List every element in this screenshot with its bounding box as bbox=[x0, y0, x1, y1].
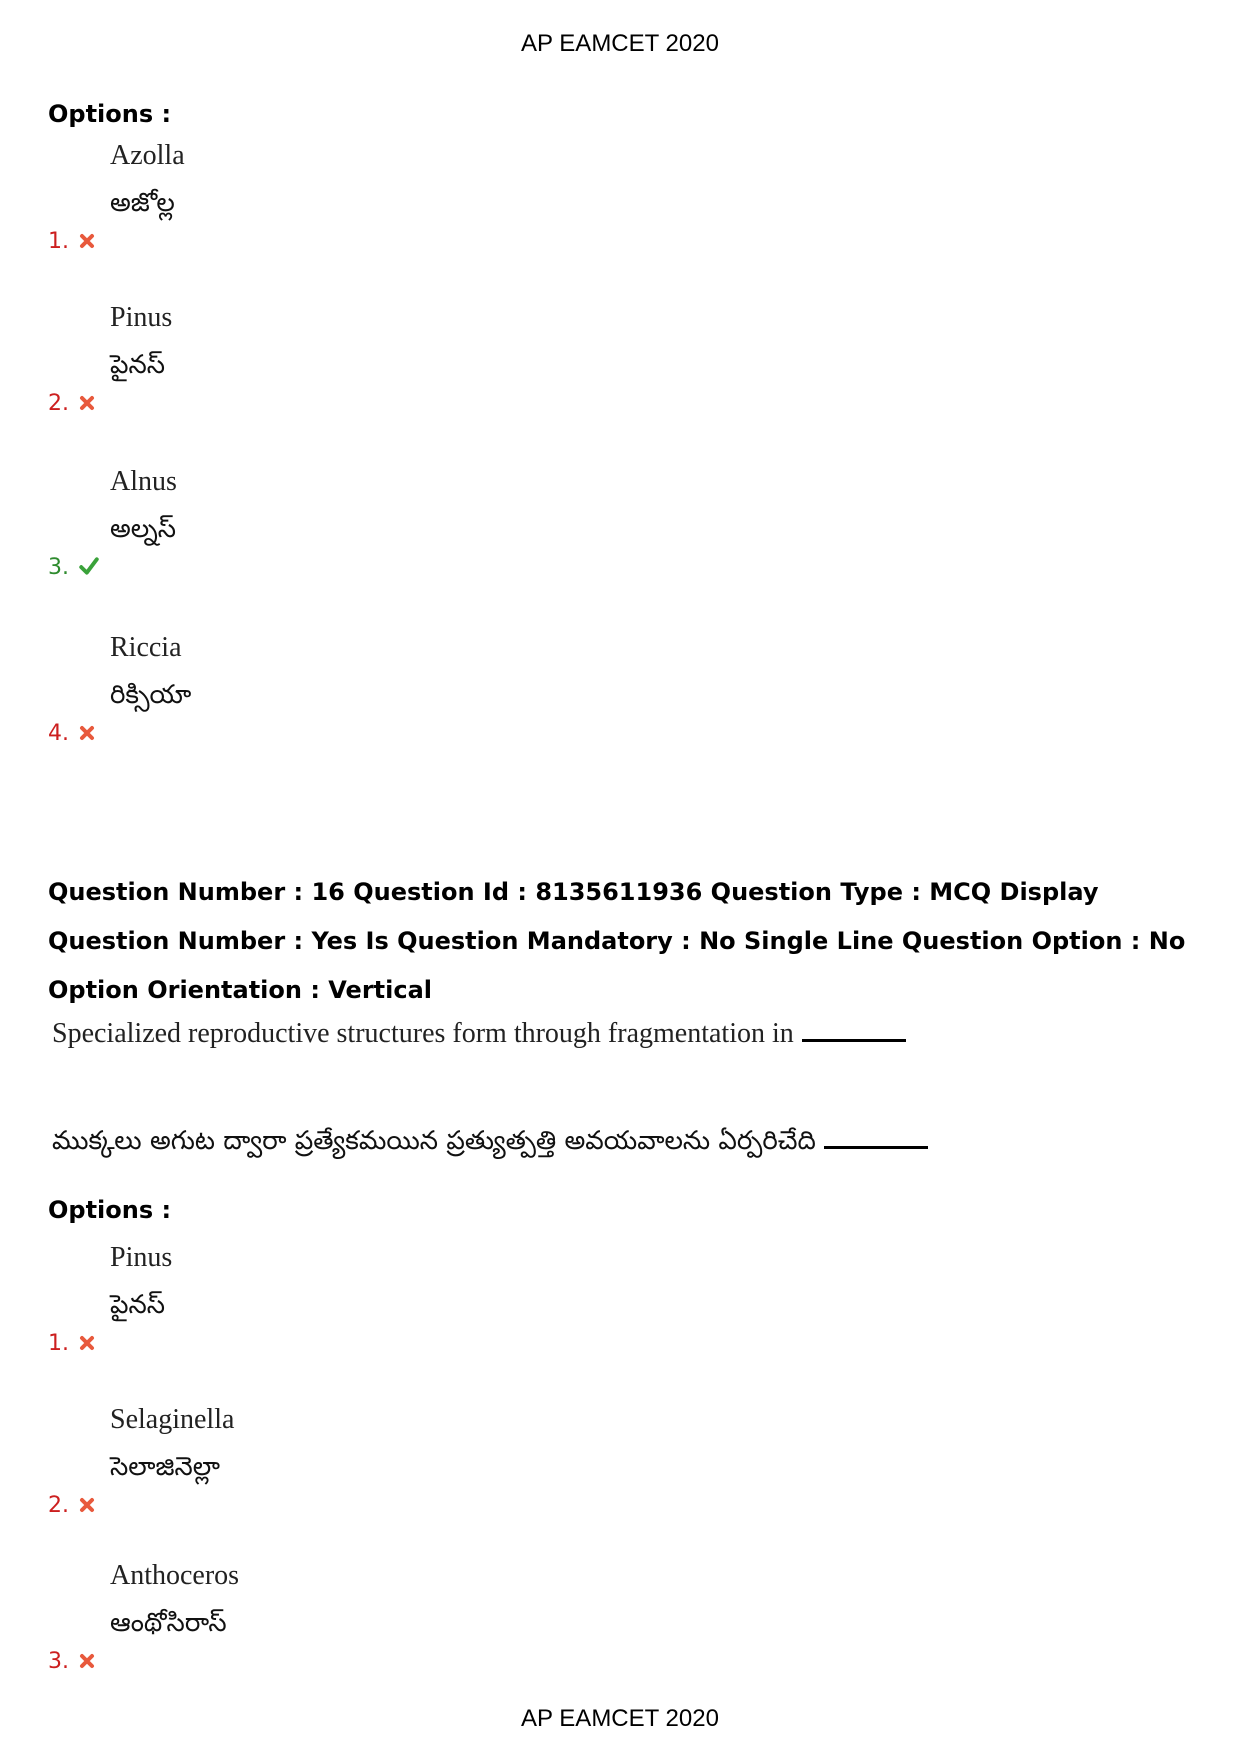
options-label: Options : bbox=[48, 1196, 172, 1224]
question-english: Specialized reproductive structures form through fragmentation in bbox=[52, 1018, 794, 1049]
cross-icon bbox=[78, 1496, 96, 1514]
answer-blank bbox=[824, 1146, 928, 1149]
question-meta: Question Number : 16 Question Id : 8135611936 Question Type : MCQ Display Question Number : Yes Is Question Mandatory : No Single Line Question Option : No Option Orientation : Vertical bbox=[48, 878, 1186, 1004]
cross-icon bbox=[78, 232, 96, 250]
option-telugu: ఆంథోసిరాస్ bbox=[110, 1608, 227, 1638]
option-english: Selaginella bbox=[110, 1404, 235, 1435]
question-text-english bbox=[52, 1018, 906, 1050]
option-item bbox=[48, 1242, 648, 1362]
option-number: 3. bbox=[48, 1649, 69, 1674]
option-english: Riccia bbox=[110, 632, 182, 663]
option-english: Pinus bbox=[110, 302, 173, 333]
option-number: 3. bbox=[48, 555, 69, 580]
option-item bbox=[48, 1560, 648, 1680]
option-number: 2. bbox=[48, 1493, 69, 1518]
option-number: 4. bbox=[48, 721, 69, 746]
option-item bbox=[48, 140, 648, 260]
cross-icon bbox=[78, 724, 96, 742]
cross-icon bbox=[78, 1652, 96, 1670]
check-icon bbox=[78, 556, 100, 576]
option-english: Pinus bbox=[110, 1242, 173, 1273]
question-telugu: ముక్కలు అగుట ద్వారా ప్రత్యేకమయిన ప్రత్యుత్పత్తి అవయవాలను ఏర్పరిచేది bbox=[52, 1126, 816, 1156]
option-english: Anthoceros bbox=[110, 1560, 240, 1591]
option-english: Azolla bbox=[110, 140, 185, 171]
option-telugu: అజోల్ల bbox=[110, 188, 175, 218]
option-telugu: పైనస్ bbox=[110, 350, 165, 380]
option-item bbox=[48, 632, 648, 752]
option-number: 1. bbox=[48, 1331, 69, 1356]
option-telugu: పైనస్ bbox=[110, 1290, 165, 1320]
options-label: Options : bbox=[48, 100, 172, 128]
page-header: AP EAMCET 2020 bbox=[521, 30, 719, 57]
option-number: 1. bbox=[48, 229, 69, 254]
option-telugu: సెలాజినెల్లా bbox=[110, 1452, 220, 1482]
option-item bbox=[48, 302, 648, 422]
cross-icon bbox=[78, 394, 96, 412]
option-item bbox=[48, 466, 648, 586]
option-telugu: అల్నస్ bbox=[110, 514, 176, 544]
answer-blank bbox=[802, 1039, 906, 1042]
option-item bbox=[48, 1404, 648, 1524]
option-telugu: రిక్సియా bbox=[110, 680, 192, 710]
option-number: 2. bbox=[48, 391, 69, 416]
page-footer: AP EAMCET 2020 bbox=[521, 1705, 719, 1732]
question-text-telugu bbox=[52, 1126, 928, 1162]
option-english: Alnus bbox=[110, 466, 177, 497]
cross-icon bbox=[78, 1334, 96, 1352]
